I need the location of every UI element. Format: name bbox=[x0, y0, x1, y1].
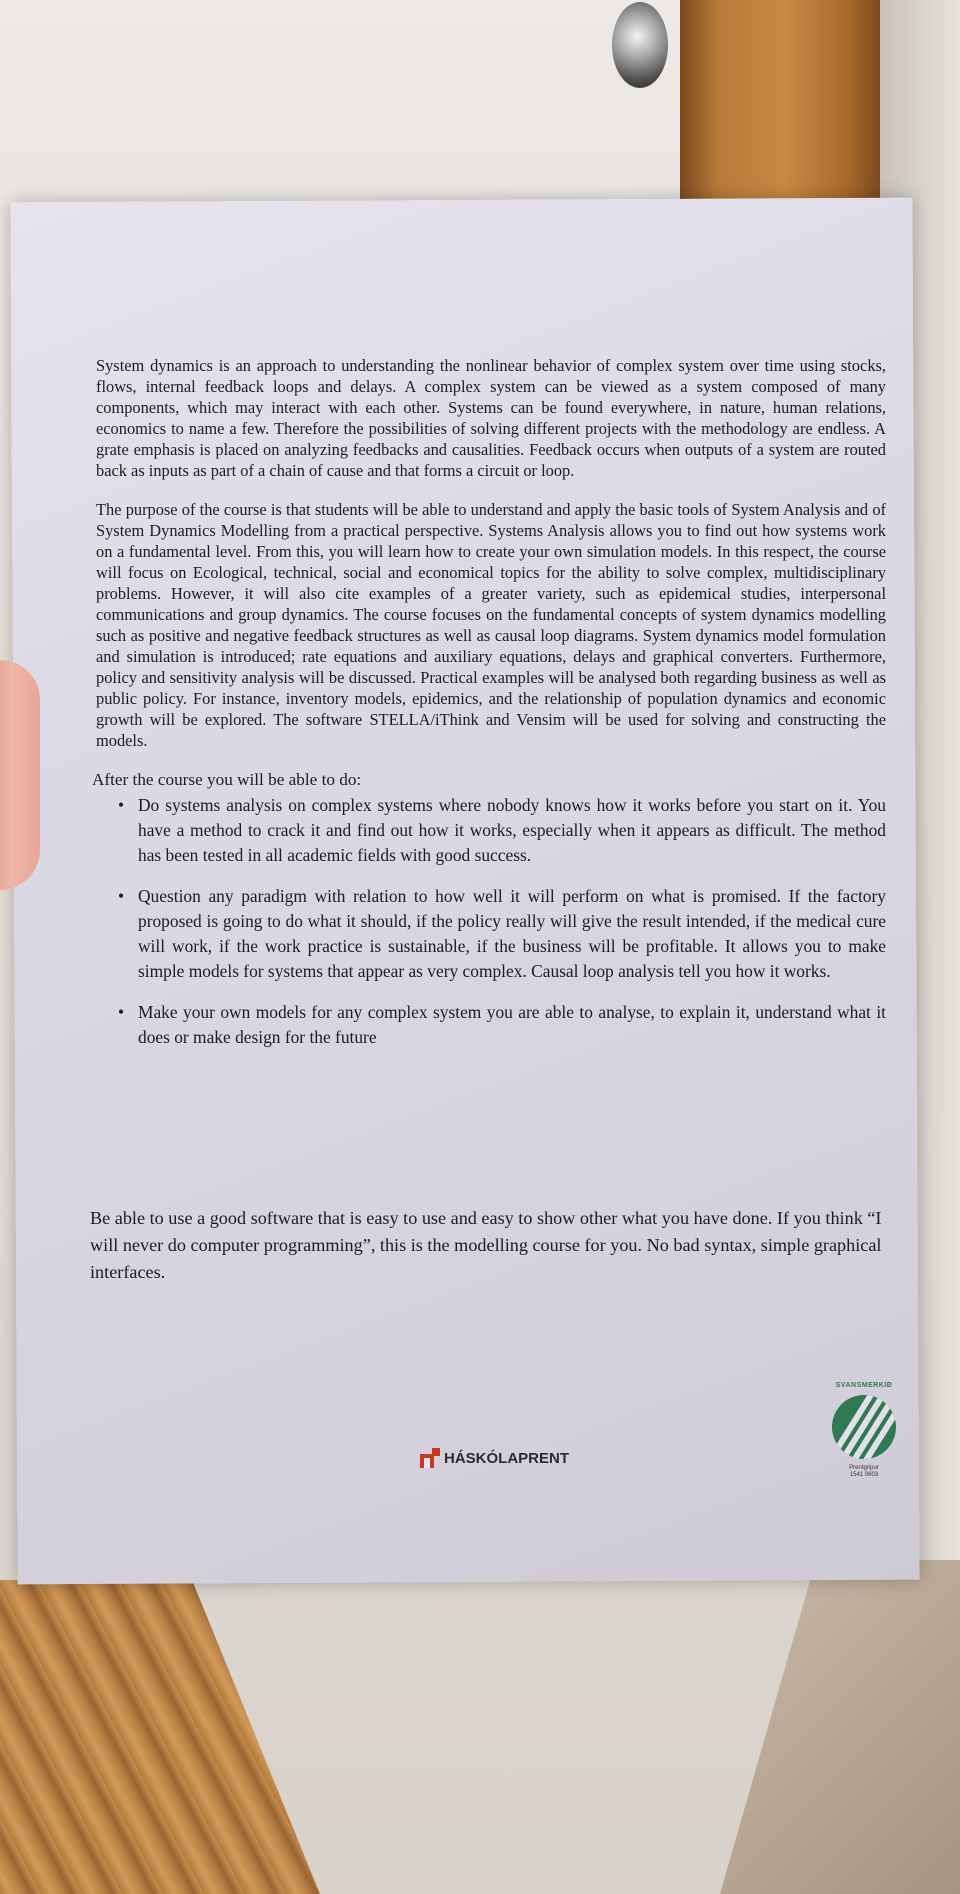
printer-logo bbox=[420, 1448, 569, 1468]
ecolabel-line1: Prentgripur bbox=[849, 1465, 879, 1471]
printer-logo-text: HÁSKÓLAPRENT bbox=[444, 1449, 570, 1467]
ecolabel-line2: 1541 0603 bbox=[849, 1472, 879, 1478]
holding-thumb bbox=[0, 660, 40, 890]
list-item: • Make your own models for any complex system you are able to analyse, to explain it, understand what it does or make design for the future bbox=[138, 1000, 886, 1050]
printer-logo-icon bbox=[420, 1448, 440, 1468]
outcomes-list bbox=[96, 793, 886, 1050]
outcomes-heading: After the course you will be able to do: bbox=[92, 770, 362, 789]
swan-ecolabel-icon bbox=[832, 1395, 896, 1459]
list-item: • Do systems analysis on complex systems where nobody knows how it works before you start on it. You have a method to crack it and find out how it works, especially when it appears as difficult. The method has been tested in all academic fields with good success. bbox=[138, 793, 886, 868]
list-item: • Question any paradigm with relation to how well it will perform on what is promised. If the factory proposed is going to do what it should, if the policy really will give the result intended, if the medical cure will work, if the work practice is sustainable, if the business will be profitable. It allows you to make simple models for systems that appear as very complex. Causal loop analysis tell you how it works. bbox=[138, 884, 886, 984]
cover-text bbox=[92, 355, 886, 1066]
paragraph-purpose: The purpose of the course is that students will be able to understand and apply the basic tools of System Analysis and of System Dynamics Modelling from a practical perspective. Systems Analysis allows you to find out how systems work on a fundamental level. From this, you will learn how to create your own simulation models. In this respect, the course will focus on Ecological, technical, social and economical topics for the ability to solve complex, multidisciplinary problems. However, it will also cite examples of a greater variety, such as epidemical studies, interpersonal communications and group dynamics. The course focuses on the fundamental concepts of system dynamics modelling such as positive and negative feedback structures as well as causal loop diagrams. System dynamics model formulation and simulation is introduced; rate equations and auxiliary equations, delays and graphical converters. Furthermore, policy and sensitivity analysis will be discussed. Practical examples will be analysed both regarding business as well as public policy. For instance, inventory models, epidemics, and the relationship of population dynamics and economic growth will be explored. The software STELLA/iThink and Vensim will be used for solving and constructing the models. bbox=[96, 500, 886, 750]
ecolabel bbox=[828, 1382, 900, 1492]
paragraph-intro: System dynamics is an approach to understanding the nonlinear behavior of complex system over time using stocks, flows, internal feedback loops and delays. A complex system can be viewed as a system composed of many components, which may interact with each other. Systems can be found everywhere, in nature, human relations, economics to name a few. Therefore the possibilities of solving different projects with the methodology are endless. A grate emphasis is placed on analyzing feedbacks and causalities. Feedback occurs when outputs of a system are routed back as inputs as part of a chain of cause and that forms a circuit or loop. bbox=[96, 356, 886, 480]
ecolabel-title: SVANSMERKIÐ bbox=[835, 1382, 893, 1389]
closing-paragraph: Be able to use a good software that is easy to use and easy to show other what you have done. If you think “I will never do computer programming”, this is the modelling course for you. No bad syntax, simple graphical interfaces. bbox=[90, 1208, 882, 1282]
door-knob bbox=[612, 2, 668, 88]
